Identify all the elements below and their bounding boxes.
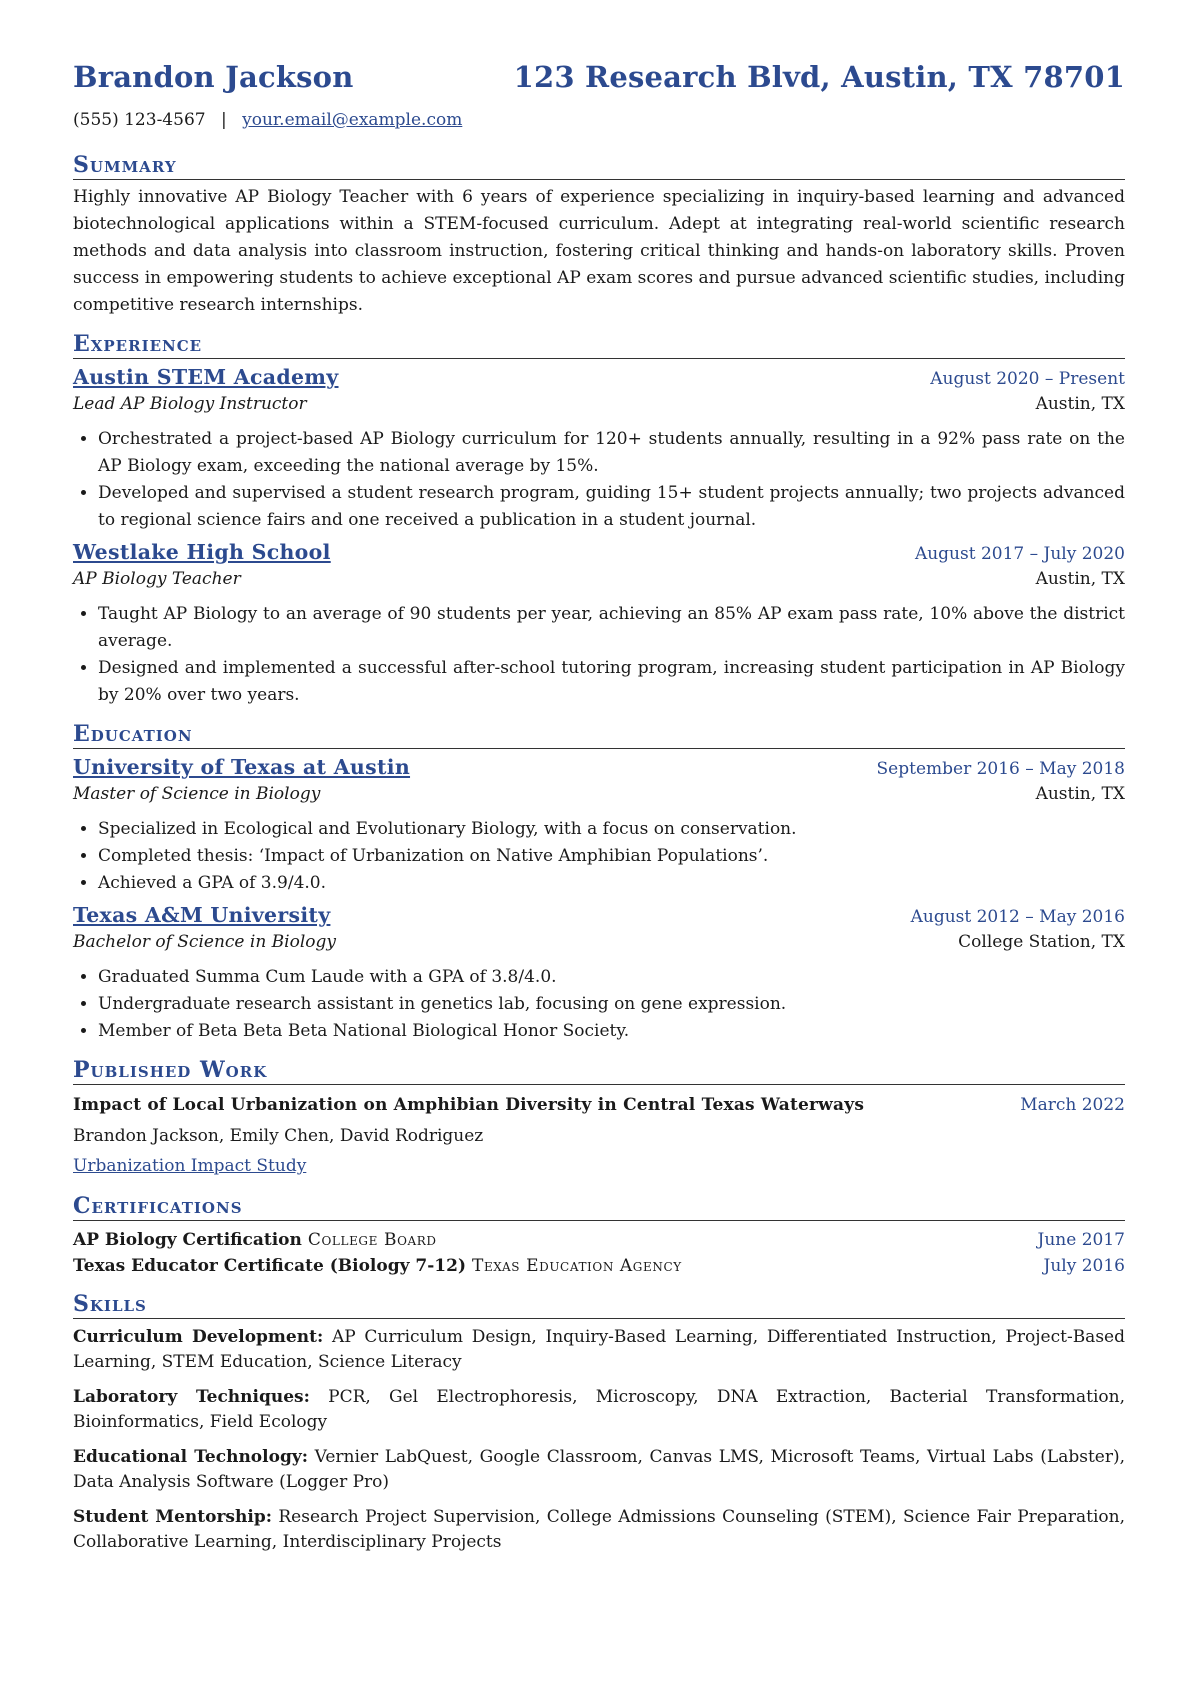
- section-title-skills: Skills: [73, 1291, 1125, 1319]
- degree-title: Master of Science in Biology: [73, 784, 321, 804]
- skill-items: Vernier LabQuest, Google Classroom, Canvas LMS, Microsoft Teams, Virtual Labs (Labster), Data Analysis Software (Logger Pro): [73, 1447, 1126, 1492]
- entry-location: Austin, TX: [1035, 784, 1125, 804]
- publication-header: [73, 1091, 1125, 1119]
- certification-issuer: College Board: [307, 1230, 437, 1250]
- bullet-item: • Undergraduate research assistant in genetics lab, focusing on gene expression.: [98, 991, 1125, 1018]
- resume-header: [73, 60, 1125, 106]
- entry-location: Austin, TX: [1035, 394, 1125, 414]
- employer-link[interactable]: Austin STEM Academy: [73, 365, 339, 389]
- section-title-published-work: Published Work: [73, 1057, 1125, 1085]
- resume-content: [73, 60, 1125, 1555]
- skill-category: Student Mentorship:: [73, 1507, 272, 1527]
- certification-item: [73, 1253, 1125, 1279]
- entry-location: College Station, TX: [958, 932, 1125, 952]
- certification-name: AP Biology Certification: [73, 1230, 302, 1250]
- bullet-list: [73, 816, 1125, 897]
- bullet-item: • Taught AP Biology to an average of 90 students per year, achieving an 85% AP exam pass rate, 10% above the district average.: [98, 601, 1125, 655]
- section-title-summary: Summary: [73, 152, 1125, 180]
- publication-link[interactable]: Urbanization Impact Study: [73, 1156, 307, 1176]
- certification-item: [73, 1227, 1125, 1253]
- bullet-item: • Specialized in Ecological and Evolutionary Biology, with a focus on conservation.: [98, 816, 1125, 843]
- bullet-item: • Member of Beta Beta Beta National Biological Honor Society.: [98, 1018, 1125, 1045]
- bullet-item: • Orchestrated a project-based AP Biology curriculum for 120+ students annually, resulting in a 92% pass rate on the AP Biology exam, exceeding the national average by 15%.: [98, 426, 1125, 480]
- certification-name: Texas Educator Certificate (Biology 7-12): [73, 1256, 466, 1276]
- bullet-item: • Graduated Summa Cum Laude with a GPA of 3.8/4.0.: [98, 964, 1125, 991]
- school-link[interactable]: Texas A&M University: [73, 903, 331, 927]
- skill-items: AP Curriculum Design, Inquiry-Based Learning, Differentiated Instruction, Project-Based Learning, STEM Education, Science Literacy: [73, 1327, 1125, 1372]
- skill-items: Research Project Supervision, College Admissions Counseling (STEM), Science Fair Preparation, Collaborative Learning, Interdisciplinary Projects: [73, 1507, 1125, 1552]
- bullet-list: [73, 964, 1125, 1045]
- employer-link[interactable]: Westlake High School: [73, 540, 331, 564]
- degree-title: Bachelor of Science in Biology: [73, 932, 337, 952]
- skills-list: [73, 1325, 1125, 1555]
- entry-dates: August 2012 – May 2016: [910, 907, 1125, 927]
- contact-line: [73, 110, 1125, 140]
- certification-issuer: Texas Education Agency: [472, 1256, 682, 1276]
- skill-group: [73, 1385, 1125, 1435]
- entry-dates: September 2016 – May 2018: [876, 759, 1125, 779]
- section-title-experience: Experience: [73, 331, 1125, 359]
- job-title: Lead AP Biology Instructor: [73, 394, 307, 414]
- bullet-item: • Achieved a GPA of 3.9/4.0.: [98, 870, 1125, 897]
- certification-list: [73, 1227, 1125, 1279]
- skill-items: PCR, Gel Electrophoresis, Microscopy, DNA Extraction, Bacterial Transformation, Bioinformatics, Field Ecology: [73, 1387, 1125, 1432]
- candidate-name: Brandon Jackson: [73, 60, 354, 94]
- email-link[interactable]: your.email@example.com: [242, 110, 463, 130]
- job-title: AP Biology Teacher: [73, 569, 241, 589]
- entry-dates: August 2017 – July 2020: [914, 544, 1125, 564]
- entry-location: Austin, TX: [1035, 569, 1125, 589]
- bullet-item: • Developed and supervised a student research program, guiding 15+ student projects annually; two projects advanced to regional science fairs and one received a publication in a student journal.: [98, 480, 1125, 534]
- experience-entry: [73, 540, 1125, 709]
- bullet-list: [73, 601, 1125, 709]
- publication-date: March 2022: [1020, 1095, 1125, 1115]
- section-title-certifications: Certifications: [73, 1193, 1125, 1221]
- education-entry: [73, 903, 1125, 1045]
- summary-text: Highly innovative AP Biology Teacher with 6 years of experience specializing in inquiry-based learning and advanced biotechnological applications within a STEM-focused curriculum. Adept at integrating real-world scientific research methods and data analysis into classroom instruction, fostering critical thinking and hands-on laboratory skills. Proven success in empowering students to achieve exceptional AP exam scores and pursue advanced scientific studies, including competitive research internships.: [73, 187, 1125, 315]
- school-link[interactable]: University of Texas at Austin: [73, 755, 411, 779]
- publication-authors: Brandon Jackson, Emily Chen, David Rodriguez: [73, 1126, 484, 1146]
- skill-category: Curriculum Development:: [73, 1327, 324, 1347]
- phone-number: (555) 123-4567: [73, 110, 206, 130]
- certification-date: June 2017: [1037, 1230, 1125, 1250]
- publication-title: Impact of Local Urbanization on Amphibian Diversity in Central Texas Waterways: [73, 1095, 865, 1115]
- contact-separator: |: [220, 110, 227, 130]
- skill-category: Laboratory Techniques:: [73, 1387, 310, 1407]
- section-title-education: Education: [73, 721, 1125, 749]
- bullet-list: [73, 426, 1125, 534]
- skill-category: Educational Technology:: [73, 1447, 308, 1467]
- experience-entry: [73, 365, 1125, 534]
- skill-group: [73, 1505, 1125, 1555]
- bullet-item: • Completed thesis: ‘Impact of Urbanization on Native Amphibian Populations’.: [98, 843, 1125, 870]
- entry-dates: August 2020 – Present: [930, 369, 1125, 389]
- bullet-item: • Designed and implemented a successful after-school tutoring program, increasing student participation in AP Biology by 20% over two years.: [98, 655, 1125, 709]
- candidate-address: 123 Research Blvd, Austin, TX 78701: [513, 60, 1125, 94]
- skill-group: [73, 1325, 1125, 1375]
- education-entry: [73, 755, 1125, 897]
- certification-date: July 2016: [1043, 1256, 1125, 1276]
- skill-group: [73, 1445, 1125, 1495]
